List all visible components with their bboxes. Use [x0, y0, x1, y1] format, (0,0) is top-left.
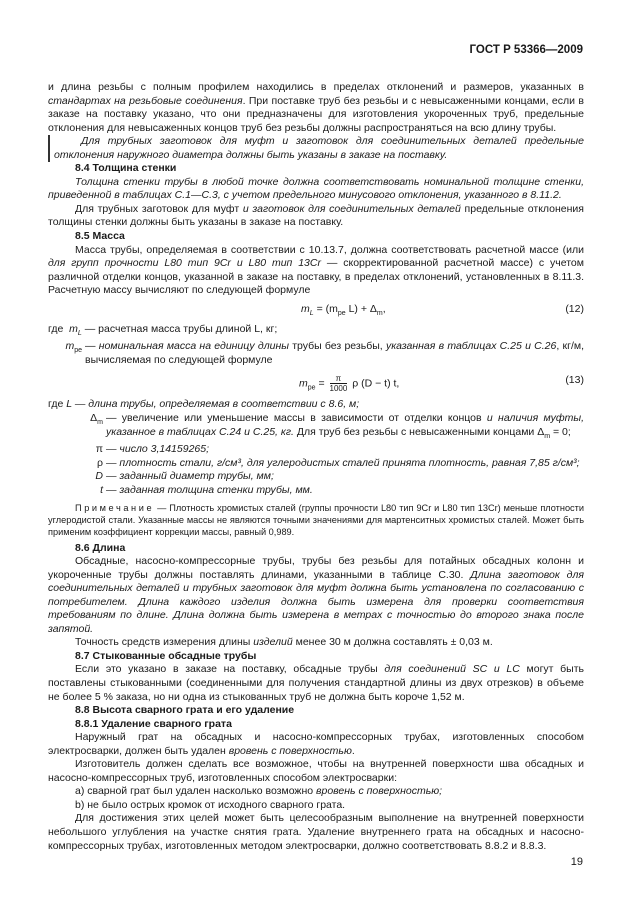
- page-body: [48, 81, 584, 853]
- subscript: pe: [74, 347, 82, 355]
- text: — расчетная масса трубы длиной L, кг;: [81, 322, 278, 335]
- symbol: m: [301, 302, 310, 315]
- text: трубы без резьбы,: [288, 340, 386, 353]
- text-italic: номинальная масса на единицу длины: [98, 340, 289, 353]
- definition-text: [85, 340, 584, 367]
- paragraph: [48, 663, 584, 704]
- text-italic: Длина заготовок для соединительных деталей и трубных заготовок для муфт должна быть установлена по согласованию с потребителем. Длина каждого изделия должна быть измерена для проверки соответствия требованиям по длине. Длина должна быть измерена в метрах с точностью до второго знака после запятой.: [48, 568, 584, 635]
- definition-row: [48, 484, 584, 498]
- section-heading-8-5: 8.5 Масса: [75, 230, 125, 243]
- section-heading-8-6: 8.6 Длина: [75, 541, 126, 554]
- text: и длина резьбы с полным профилем находились в пределах отклонений и размеров, указанных в: [48, 81, 584, 93]
- formula-13: [48, 367, 584, 398]
- definition-row: [48, 470, 584, 484]
- fraction: [330, 374, 348, 393]
- text-italic: и заготовок для соединительных деталей: [242, 202, 461, 215]
- formula-13-expression: [299, 374, 399, 395]
- text: где: [48, 322, 64, 335]
- subscript: m: [376, 309, 383, 317]
- document-header-id: ГОСТ Р 53366—2009: [469, 44, 583, 56]
- formula-12-expression: [301, 303, 386, 321]
- text-italic: для соединений SC и LC: [384, 663, 520, 676]
- text: Если это указано в заказе на поставку, обсадные трубы: [75, 663, 385, 676]
- text: Точность средств измерения длины: [75, 636, 254, 649]
- subscript: L: [309, 309, 314, 317]
- definition-text: [106, 412, 584, 443]
- definition-symbol: π: [95, 443, 103, 456]
- text-italic: указанная в таблицах С.25 и С.26: [385, 340, 557, 353]
- text: Масса трубы, определяемая в соответствии с 10.13.7, должна соответствовать расчетной массе (или: [75, 243, 584, 256]
- formula-number: (13): [565, 374, 584, 387]
- text: , кг/м, вычисляемая по следующей формуле: [85, 340, 585, 366]
- text: — скорректированной расчетной массе) с учетом различной отделки концов, указанной в заказе на поставку, в пределах отклонений, установленных в 8.11.3. Расчетную массу вычисляют по следующей формуле: [48, 257, 584, 297]
- text: Для трубных заготовок для муфт: [75, 202, 243, 215]
- text-italic: изделий: [253, 636, 293, 649]
- subscript: m: [544, 432, 551, 440]
- where-line: [48, 398, 584, 412]
- text: L) + Δ: [345, 302, 377, 315]
- text: = (m: [313, 302, 338, 315]
- definition-row: [48, 340, 584, 367]
- definition-row: [48, 457, 584, 471]
- symbol: m: [69, 322, 78, 335]
- paragraph: [48, 244, 584, 298]
- definition-symbol: t: [100, 483, 103, 496]
- paragraph: [48, 81, 584, 135]
- subscript: pe: [337, 309, 346, 317]
- definition-symbol: [48, 340, 85, 367]
- definition-symbol: [48, 412, 106, 443]
- text: могут быть поставлены стыкованными (соединенными для получения стандартной длины из двух отрезков) в объеме не более 5 % заказа, но ни одна из стыкованных труб не должна быть короче 1,52 м.: [48, 663, 585, 703]
- text: .: [351, 744, 355, 757]
- text: где: [48, 398, 64, 411]
- symbol: m: [299, 377, 308, 390]
- symbol: Δ: [90, 412, 98, 425]
- text-italic: вровень с поверхностью: [228, 744, 352, 757]
- text: = 0;: [550, 425, 571, 438]
- section-heading-8-7: 8.7 Стыкованные обсадные трубы: [75, 649, 257, 662]
- section-heading-8-8: 8.8 Высота сварного грата и его удаление: [75, 704, 295, 717]
- section-heading-8-4: 8.4 Толщина стенки: [75, 162, 177, 175]
- fraction-numerator: π: [330, 374, 348, 384]
- text: менее 30 м должна составлять ± 0,03 м.: [292, 636, 493, 649]
- text-italic: вровень с поверхностью;: [316, 785, 443, 798]
- paragraph-revision-marked: Для трубных заготовок для муфт и заготовок для соединительных деталей предельные отклонения наружного диаметра должны быть указаны в заказе на поставку.: [48, 135, 584, 162]
- list-item: b) не было острых кромок от исходного сварного грата.: [75, 798, 346, 811]
- section-heading-8-8-1: 8.8.1 Удаление сварного грата: [75, 717, 232, 730]
- paragraph: Толщина стенки трубы в любой точке должна соответствовать номинальной толщине стенки, приведенной в таблицах С.1—С.3, с учетом предельного минусового отклонения, указанного в 8.11.2.: [48, 175, 584, 202]
- symbol: m: [65, 340, 75, 353]
- formula-number: (12): [565, 302, 584, 315]
- text: ,: [382, 302, 386, 315]
- formula-12: [48, 298, 584, 323]
- definition-row: [48, 443, 584, 457]
- text: предельные отклонения толщины стенки должны быть указаны в заказе на поставку.: [48, 202, 584, 229]
- text: . При поставке труб без резьбы и с невысаженными концами, если в заказе на поставку указано, что они предназначены для изготовления укороченных труб, предельные отклонения для невысаженных концов труб без резьбы должны распространяться на всю длину трубы.: [48, 94, 584, 134]
- text-italic: L — длина трубы, определяемая в соответствии с 8.6, м;: [63, 398, 360, 411]
- paragraph: [48, 555, 584, 636]
- paragraph: Для достижения этих целей может быть целесообразным выполнение на внутренней поверхности небольшого углубления на участке снятия грата. Удаление внутреннего грата на обсадных и насосно-компрессорных трубах, изготовленных методом электросварки, должно соответствовать 8.8.2 и 8.8.3.: [48, 812, 584, 852]
- text: ρ (D − t) t,: [349, 377, 400, 390]
- definition-text: — заданная толщина стенки трубы, мм.: [106, 483, 313, 496]
- where-line: [48, 323, 584, 341]
- text: Наружный грат на обсадных и насосно-компрессорных трубах, изготовленных способом электросварки, должен быть удален: [48, 731, 584, 757]
- text: —: [85, 340, 99, 353]
- definition-text: — заданный диаметр трубы, мм;: [106, 470, 274, 483]
- page-number: 19: [570, 856, 583, 868]
- text-italic: для групп прочности L80 тип 9Cr и L80 тип 13Cr: [48, 257, 321, 270]
- list-item: [48, 785, 584, 799]
- subscript: L: [77, 329, 82, 337]
- text: Обсадные, насосно-компрессорные трубы, трубы без резьбы для потайных обсадных колонн и укороченные трубы должны поставлять длинами, указанными в таблице С.30.: [48, 555, 584, 581]
- definition-symbol: D: [95, 470, 103, 483]
- text-italic: стандартах на резьбовые соединения: [48, 94, 243, 107]
- definition-symbol: ρ: [97, 456, 103, 469]
- note-text: — Плотность хромистых сталей (группы прочности L80 тип 9Cr и L80 тип 13Cr) меньше плотности углеродистой стали. Указанные массы не являются точными значениями для мартенситных хромистых сталей. Может быть применим коэффициент коррекции массы, равный 0,989.: [48, 503, 584, 537]
- definition-text: — плотность стали, г/см³, для углеродистых сталей принята плотность, равная 7,85 г/см³;: [106, 456, 580, 469]
- note-label: Примечание: [75, 503, 155, 514]
- subscript: pe: [307, 384, 316, 392]
- fraction-denominator: 1000: [329, 384, 348, 394]
- text: a) сварной грат был удален насколько возможно: [75, 785, 317, 798]
- paragraph: [48, 731, 584, 758]
- paragraph: [48, 203, 584, 230]
- paragraph: [48, 636, 584, 650]
- paragraph: Изготовитель должен сделать все возможное, чтобы на внутренней поверхности шва обсадных и насосно-компрессорных труб, изготовленных способом электросварки:: [48, 758, 584, 784]
- note: [48, 503, 584, 538]
- definition-row: [48, 412, 584, 443]
- definition-text: — число 3,14159265;: [106, 443, 210, 456]
- text-italic: и наличия муфты, указанное в таблицах С.24 и С.25, кг.: [106, 412, 584, 438]
- text: — увеличение или уменьшение массы в зависимости от отделки концов: [106, 412, 487, 425]
- text: Для труб без резьбы с невысаженными концами Δ: [293, 425, 545, 438]
- text: =: [315, 377, 328, 390]
- subscript: m: [97, 419, 103, 427]
